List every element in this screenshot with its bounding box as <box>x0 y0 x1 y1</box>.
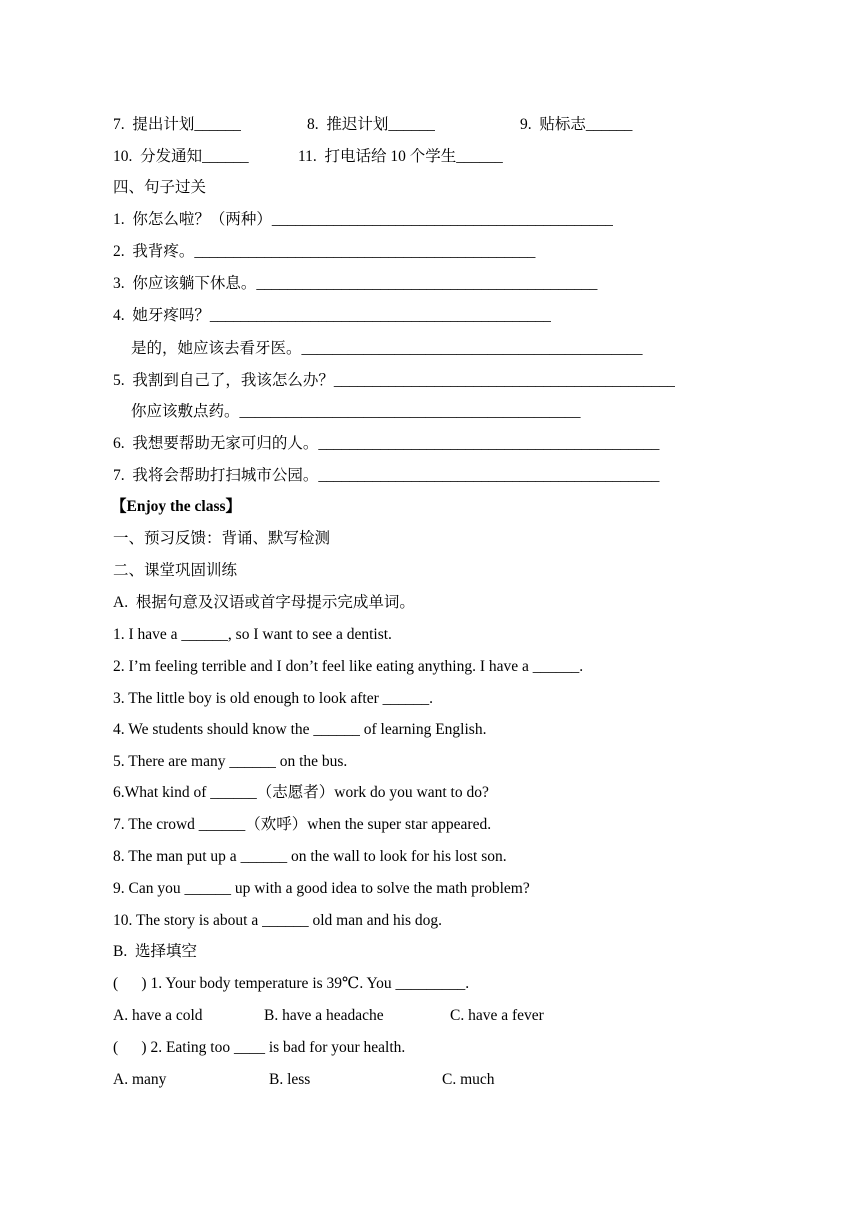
choice-question: ( ) 1. Your body temperature is 39℃. You _________. <box>113 975 470 992</box>
choice-question: ( ) 2. Eating too ____ is bad for your health. <box>113 1039 406 1056</box>
exercise-item: 3. The little boy is old enough to look after ______. <box>113 690 434 707</box>
phrase-item: 7. 提出计划______ <box>113 116 241 133</box>
sentence-item: 7. 我将会帮助打扫城市公园。____________________________________________ <box>113 467 660 484</box>
option-b: B. have a headache <box>264 1007 384 1024</box>
option-b: B. less <box>269 1071 311 1088</box>
sentence-item: 4. 她牙疼吗？____________________________________________ <box>113 307 551 324</box>
exercise-item: 5. There are many ______ on the bus. <box>113 753 348 770</box>
option-c: C. much <box>442 1071 495 1088</box>
sentence-item: 你应该敷点药。____________________________________________ <box>131 403 581 420</box>
part-heading: 二、课堂巩固训练 <box>113 562 238 579</box>
exercise-item: 8. The man put up a ______ on the wall to look for his lost son. <box>113 848 507 865</box>
part-heading: A. 根据句意及汉语或首字母提示完成单词。 <box>113 594 415 611</box>
exercise-item: 2. I’m feeling terrible and I don’t feel like eating anything. I have a ______. <box>113 658 584 675</box>
exercise-item: 7. The crowd ______（欢呼）when the super star appeared. <box>113 816 492 833</box>
part-heading: 一、预习反馈：背诵、默写检测 <box>113 530 331 547</box>
exercise-item: 10. The story is about a ______ old man and his dog. <box>113 912 443 929</box>
exercise-item: 6.What kind of ______（志愿者）work do you want to do? <box>113 784 489 801</box>
sentence-item: 6. 我想要帮助无家可归的人。____________________________________________ <box>113 435 660 452</box>
enjoy-heading: 【Enjoy the class】 <box>111 498 242 515</box>
option-a: A. have a cold <box>113 1007 203 1024</box>
sentence-item: 3. 你应该躺下休息。____________________________________________ <box>113 275 598 292</box>
sentence-item: 是的，她应该去看牙医。____________________________________________ <box>131 340 643 357</box>
phrase-item: 9. 贴标志______ <box>520 116 633 133</box>
exercise-item: 4. We students should know the ______ of learning English. <box>113 721 487 738</box>
phrase-item: 10. 分发通知______ <box>113 148 249 165</box>
option-a: A. many <box>113 1071 167 1088</box>
phrase-item: 11. 打电话给 10 个学生______ <box>298 148 503 165</box>
part-heading: B. 选择填空 <box>113 943 197 960</box>
phrase-item: 8. 推迟计划______ <box>307 116 435 133</box>
sentence-item: 5. 我割到自己了，我该怎么办？____________________________________________ <box>113 372 675 389</box>
section-title: 四、句子过关 <box>113 179 207 196</box>
choice-options <box>113 1070 495 1170</box>
exercise-item: 1. I have a ______, so I want to see a dentist. <box>113 626 392 643</box>
option-c: C. have a fever <box>450 1007 544 1024</box>
sentence-item: 2. 我背疼。____________________________________________ <box>113 243 536 260</box>
exercise-item: 9. Can you ______ up with a good idea to solve the math problem? <box>113 880 530 897</box>
sentence-item: 1. 你怎么啦？（两种）____________________________________________ <box>113 211 613 228</box>
